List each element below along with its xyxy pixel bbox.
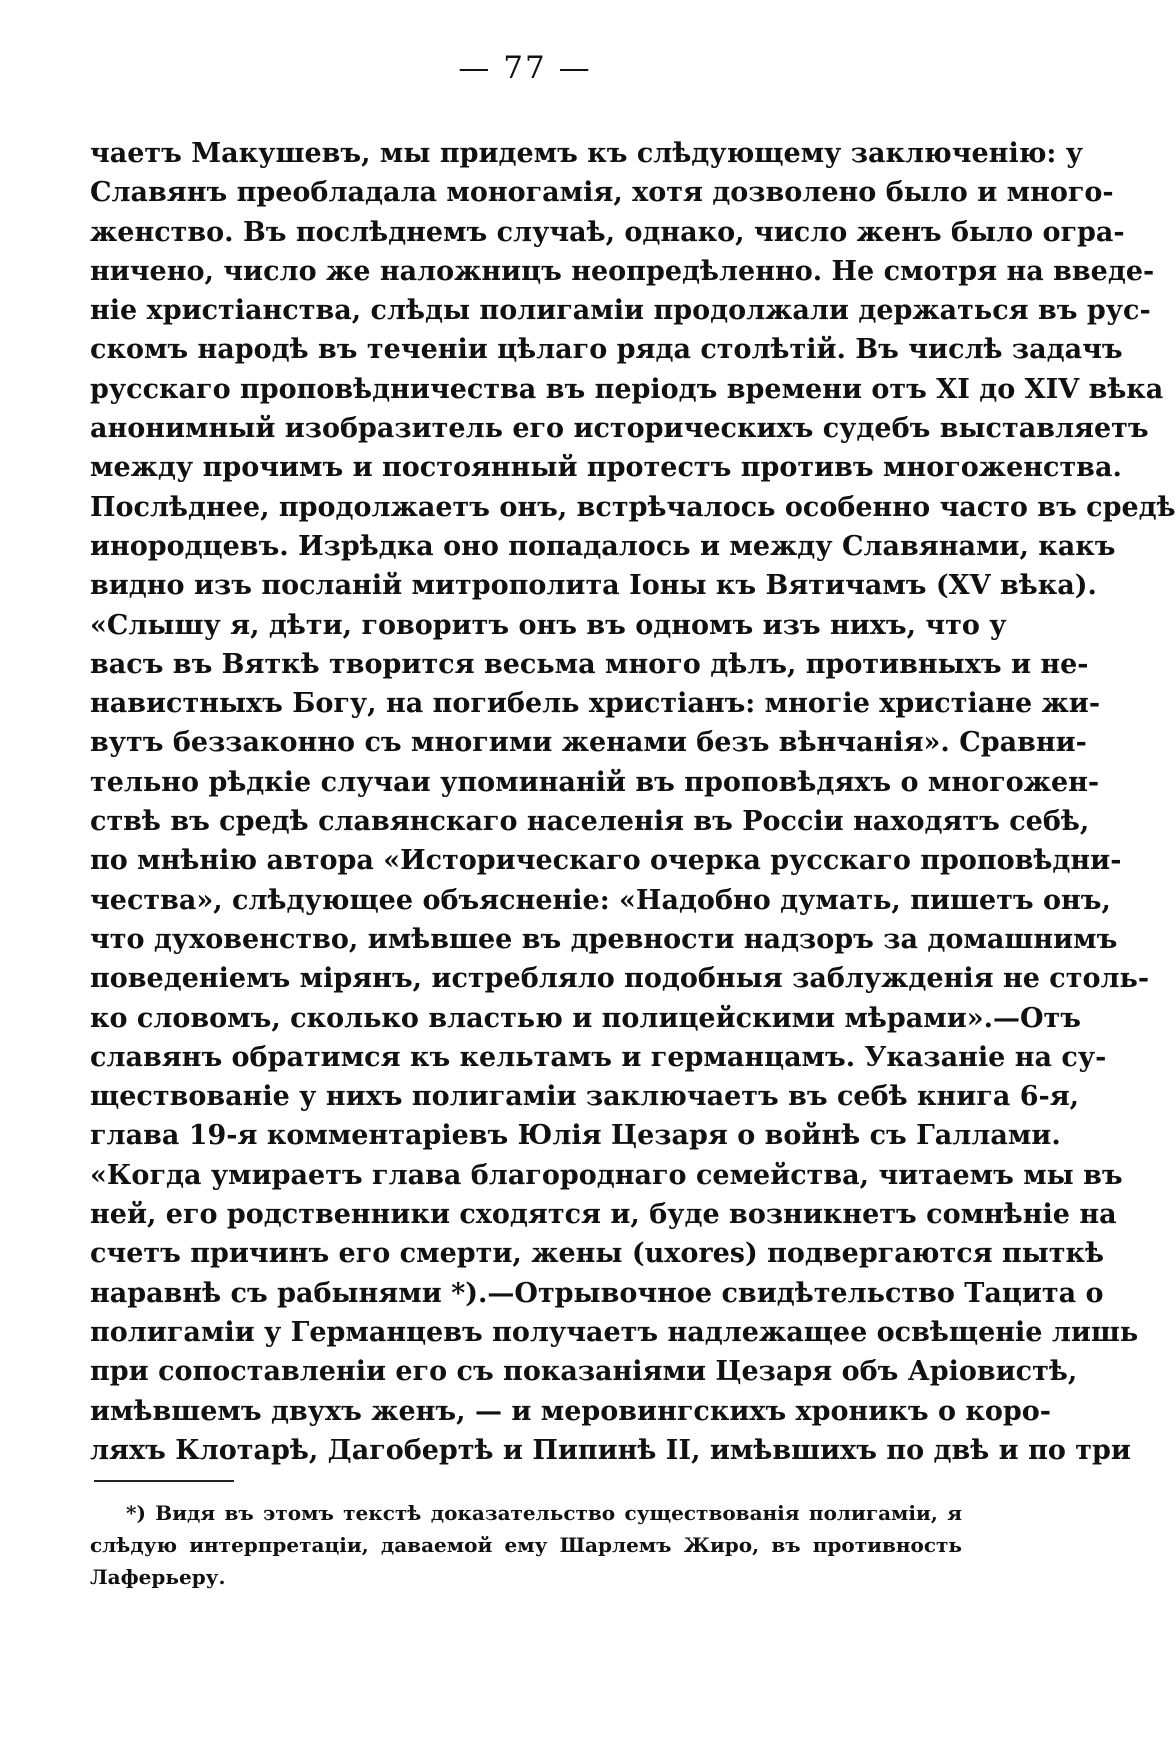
body-line: русскаго проповѣдничества въ періодъ времени отъ XI до XIV вѣка xyxy=(90,373,1164,405)
body-line: ничено, число же наложницъ неопредѣленно. Не смотря на введе- xyxy=(90,255,1155,287)
body-line: скомъ народѣ въ теченіи цѣлаго ряда столѣтій. Въ числѣ задачъ xyxy=(90,334,1123,366)
footnote xyxy=(90,1497,962,1593)
page-number: — 77 — xyxy=(458,50,592,86)
body-line: «Когда умираетъ глава благороднаго семейства, читаемъ мы въ xyxy=(90,1159,1123,1191)
body-line: видно изъ посланій митрополита Іоны къ Вятичамъ (XV вѣка). xyxy=(90,570,1097,602)
body-line: славянъ обратимся къ кельтамъ и германцамъ. Указаніе на су- xyxy=(90,1041,1107,1073)
body-line: Послѣднее, продолжаетъ онъ, встрѣчалось особенно часто въ средѣ xyxy=(90,491,1176,523)
body-line: ніе христіанства, слѣды полигаміи продолжали держаться въ рус- xyxy=(90,295,1151,327)
body-line: наравнѣ съ рабынями *).—Отрывочное свидѣтельство Тацита о xyxy=(90,1277,1104,1309)
body-line: тельно рѣдкіе случаи упоминаній въ проповѣдяхъ о многожен- xyxy=(90,766,1100,798)
footnote-line: Лаферьеру. xyxy=(90,1565,226,1589)
body-line: женство. Въ послѣднемъ случаѣ, однако, число женъ было огра- xyxy=(90,216,1125,248)
footnote-divider xyxy=(94,1480,234,1482)
body-line: счетъ причинъ его смерти, жены (uxores) подвергаются пыткѣ xyxy=(90,1238,1105,1270)
body-text xyxy=(90,134,1176,1470)
footnote-line: *) Видя въ этомъ текстѣ доказательство существованія полигаміи, я xyxy=(126,1501,962,1525)
body-line: ней, его родственники сходятся и, буде возникнетъ сомнѣніе на xyxy=(90,1199,1117,1231)
body-line: инородцевъ. Изрѣдка оно попадалось и между Славянами, какъ xyxy=(90,530,1116,562)
body-line: что духовенство, имѣвшее въ древности надзоръ за домашнимъ xyxy=(90,923,1118,955)
body-line: по мнѣнію автора «Историческаго очерка русскаго проповѣдни- xyxy=(90,845,1122,877)
body-line: ко словомъ, сколько властью и полицейскими мѣрами».—Отъ xyxy=(90,1002,1081,1034)
body-line: анонимный изобразитель его историческихъ судебъ выставляетъ xyxy=(90,413,1149,445)
body-line: чаетъ Макушевъ, мы придемъ къ слѣдующему заключенію: у xyxy=(90,138,1084,169)
body-line: васъ въ Вяткѣ творится весьма много дѣлъ, противныхъ и не- xyxy=(90,648,1089,680)
body-line: чества», слѣдующее объясненіе: «Надобно думать, пишетъ онъ, xyxy=(90,884,1111,916)
body-line: навистныхъ Богу, на погибель христіанъ: многіе христіане жи- xyxy=(90,688,1101,720)
body-line: полигаміи у Германцевъ получаетъ надлежащее освѣщеніе лишь xyxy=(90,1316,1139,1348)
body-line: поведеніемъ мірянъ, истребляло подобныя заблужденія не столь- xyxy=(90,963,1150,995)
body-line: ществованіе у нихъ полигаміи заключаетъ въ себѣ книга 6-я, xyxy=(90,1081,1080,1113)
body-line: Славянъ преобладала моногамія, хотя дозволено было и много- xyxy=(90,177,1114,209)
footnote-line: слѣдую интерпретаціи, даваемой ему Шарлемъ Жиро, въ противность xyxy=(90,1533,962,1557)
body-line: ствѣ въ средѣ славянскаго населенія въ Россіи находятъ себѣ, xyxy=(90,806,1090,838)
body-line: при сопоставленіи его съ показаніями Цезаря объ Аріовистѣ, xyxy=(90,1356,1078,1388)
body-line: ляхъ Клотарѣ, Дагобертѣ и Пипинѣ II, имѣвшихъ по двѣ и по три xyxy=(90,1434,1131,1466)
body-line: вутъ беззаконно съ многими женами безъ вѣнчанія». Сравни- xyxy=(90,727,1087,759)
body-line: имѣвшемъ двухъ женъ, — и меровингскихъ хроникъ о коро- xyxy=(90,1395,1051,1427)
body-line: между прочимъ и постоянный протестъ противъ многоженства. xyxy=(90,452,1122,484)
body-line: глава 19-я комментаріевъ Юлія Цезаря о войнѣ съ Галлами. xyxy=(90,1120,1061,1152)
body-line: «Слышу я, дѣти, говоритъ онъ въ одномъ изъ нихъ, что у xyxy=(90,609,1007,641)
